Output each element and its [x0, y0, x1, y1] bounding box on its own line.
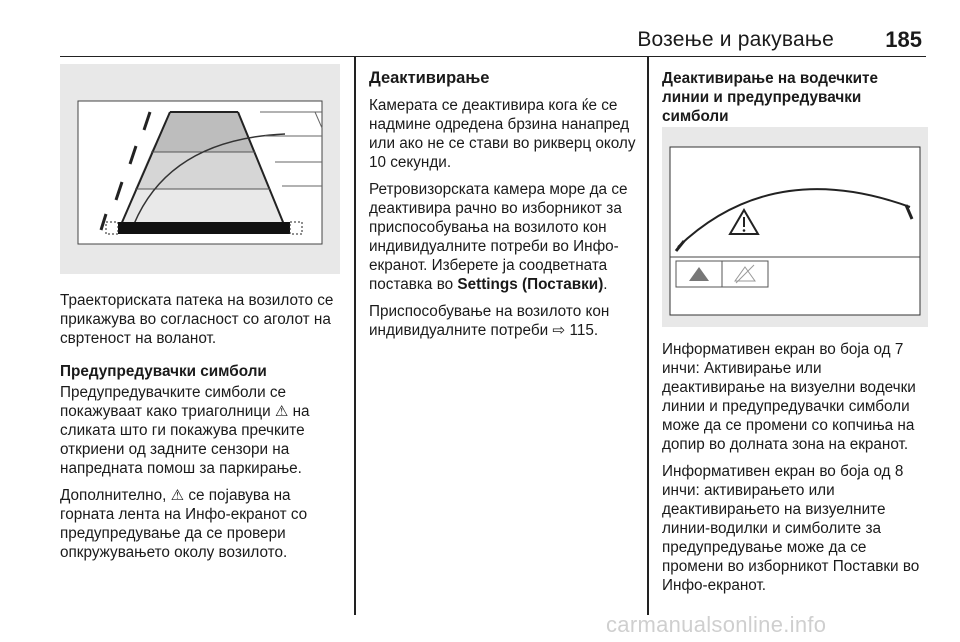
- guidelines-heading: Деактивирање на водечките линии и предупредувачки симболи: [662, 70, 879, 125]
- right-column: [662, 69, 928, 128]
- warning-paragraph-2: [60, 486, 348, 562]
- warning-triangle-icon: ⚠: [170, 487, 185, 504]
- watermark: carmanualsonline.info: [606, 612, 827, 637]
- deactivation-paragraph-2: [369, 180, 639, 294]
- warning-paragraph-2-text-b: се појавува на горната лента на Инфо-екранот со предупредување да се провери опкружувањето околу возилото.: [60, 487, 308, 561]
- settings-menu-label: Settings (Поставки): [457, 276, 604, 293]
- page-reference: 115.: [569, 322, 599, 339]
- right-column-body: [662, 340, 928, 603]
- guideline-screen-figure: [662, 127, 928, 327]
- warning-paragraph-2-text-a: Дополнително,: [60, 487, 167, 504]
- column-divider-left: [354, 57, 356, 615]
- guideline-screen-image: [662, 127, 928, 327]
- deactivation-paragraph-2-text: Ретровизорската камера море да се деактивира рачно во изборникот за приспособувања на возилото кон индивидуалните потреби во Инфо-екранот. Изберете ја соодветната поставка во: [369, 181, 628, 293]
- bumper-bar: [118, 222, 290, 234]
- warning-triangle-icon: ⚠: [274, 403, 289, 420]
- guideline-zone-near: [120, 189, 285, 227]
- guideline-zone-mid: [135, 152, 270, 189]
- left-column: [60, 291, 348, 570]
- middle-column: [369, 69, 639, 348]
- page-ref-arrow-icon: ⇨: [552, 322, 566, 339]
- page-header: [60, 22, 926, 57]
- warning-paragraph-1: [60, 383, 348, 478]
- column-divider-right: [647, 57, 649, 615]
- page-number: 185: [885, 27, 922, 52]
- warning-paragraph-1-text-a: Предупредувачките симболи се покажуваат како триаголници: [60, 384, 287, 420]
- warning-paragraph-1-text-b: на сликата што ги покажува пречките откриени од задните сензори на напредната помош за паркирање.: [60, 403, 310, 477]
- chapter-title: Возење и ракување: [637, 28, 834, 51]
- warning-symbols-heading: Предупредувачки симболи: [60, 363, 267, 380]
- deactivation-paragraph-3-text: Приспособување на возилото кон индивидуалните потреби: [369, 303, 610, 339]
- guidelines-paragraph-2: Информативен екран во боја од 8 инчи: активирањето или деактивирањето на визуелните линии-водилки и симболите за предупредување може да се промени во изборникот Поставки во Инфо-екранот.: [662, 463, 920, 594]
- camera-trajectory-image: [60, 64, 340, 274]
- guidelines-paragraph-1: Информативен екран во боја од 7 инчи: Активирање или деактивирање на визуелни водечки линии и предупредувачки симболи може да се промени со копчиња на допир во долната зона на екранот.: [662, 341, 916, 453]
- deactivation-paragraph-3: [369, 302, 639, 340]
- figure-caption: Траекториската патека на возилото се прикажува во согласност со аголот на свртеност на воланот.: [60, 292, 334, 347]
- deactivation-heading: Деактивирање: [369, 69, 490, 87]
- deactivation-paragraph-1: Камерата се деактивира кога ќе се надмине одредена брзина нанапред или ако не се стави во рикверц околу 10 секунди.: [369, 97, 636, 171]
- camera-trajectory-figure: [60, 64, 340, 274]
- deactivation-paragraph-2-end: .: [603, 276, 608, 293]
